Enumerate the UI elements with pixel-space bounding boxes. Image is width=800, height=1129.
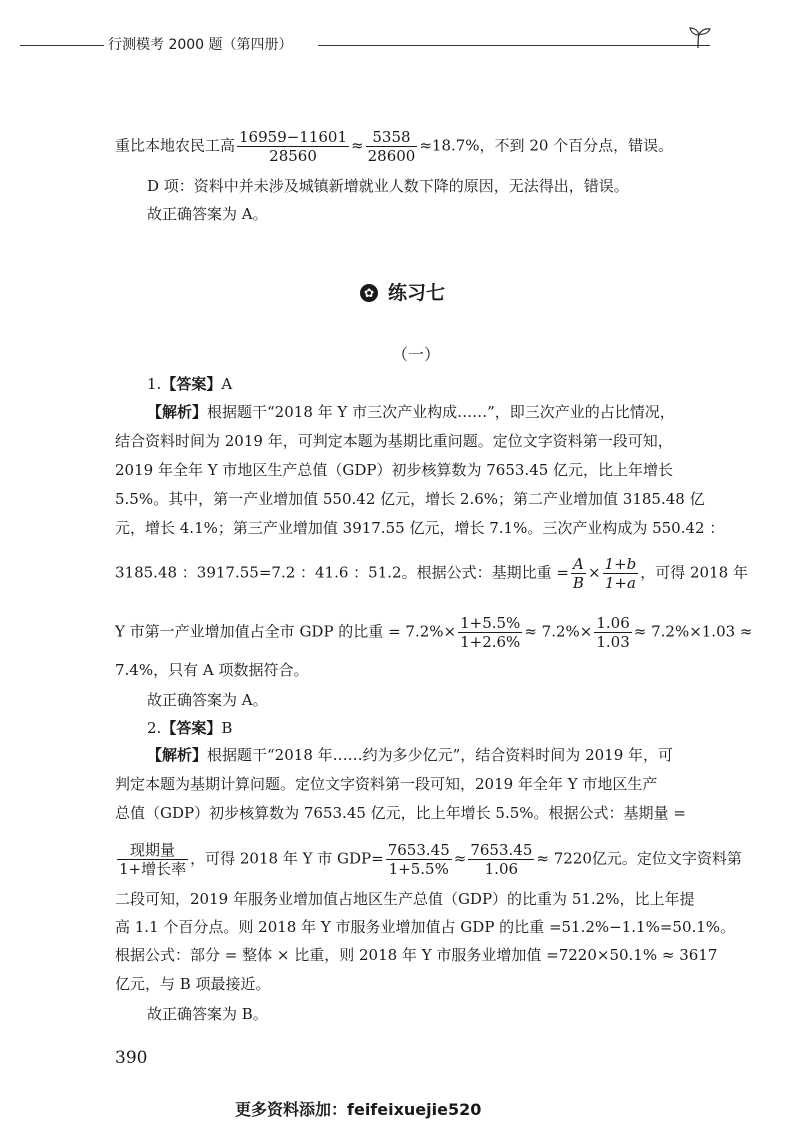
fraction: $\frac{5358}{28600}$ [367, 128, 416, 165]
fraction: $\frac{7653.45}{1+5.5\%}$ [387, 841, 450, 878]
fraction: $\frac{1+5.5\%}{1+2.6\%}$ [460, 614, 521, 651]
section-flower-icon: ✿ [360, 284, 378, 302]
q1-analysis-line-1: 【解析】根据题干“2018 年 Y 市三次产业构成……”，即三次产业的占比情况， [147, 403, 675, 421]
fraction: $\frac{7653.45}{1.06}$ [470, 841, 533, 878]
running-header [20, 34, 710, 54]
top-line-1: 重比本地农民工高 $\frac{16959-11601}{28560}$ ≈ $\frac{5358}{28600}$ ≈18.7%，不到 20 个百分点，错误。 [115, 128, 674, 165]
q1-analysis-line-5: 元，增长 4.1%；第三产业增加值 3917.55 亿元，增长 7.1%。三次产业构成为 550.42 ： [115, 519, 725, 537]
fraction: $\frac{16959-11601}{28560}$ [239, 128, 348, 165]
section-title: ✿ 练习七 [360, 278, 445, 305]
header-rule-left [20, 45, 104, 46]
q1-analysis-line-6: 3185.48 ：3917.55=7.2 ：41.6 ：51.2。根据公式：基期比重 = $\frac{A}{B}$ × $\frac{1+b}{1+a}$ ，可得 2018 年 [115, 555, 748, 592]
q1-analysis-line-3: 2019 年全年 Y 市地区生产总值（GDP）初步核算数为 7653.45 亿元，比上年增长 [115, 461, 674, 479]
header-title: 行测模考 2000 题（第四册） [108, 37, 293, 53]
q1-analysis-line-8: 7.4%，只有 A 项数据符合。 [115, 661, 309, 679]
q2-analysis-line-2: 判定本题为基期计算问题。定位文字资料第一段可知，2019 年全年 Y 市地区生产 [115, 775, 658, 793]
q2-analysis-line-5: 二段可知，2019 年服务业增加值占地区生产总值（GDP）的比重为 51.2%，比上年提 [115, 890, 695, 908]
q1-analysis-line-7: Y 市第一产业增加值占全市 GDP 的比重 = 7.2%× $\frac{1+5.5\%}{1+2.6\%}$ ≈ 7.2%× $\frac{1.06}{1.03}$ ≈ 7.2%×1.03 ≈ [115, 614, 753, 651]
q1-conclusion: 故正确答案为 A。 [147, 691, 268, 709]
q2-analysis-line-1: 【解析】根据题干“2018 年……约为多少亿元”，结合资料时间为 2019 年，可 [147, 746, 674, 764]
q2-analysis-line-3: 总值（GDP）初步核算数为 7653.45 亿元，比上年增长 5.5%。根据公式：基期量 = [115, 804, 686, 822]
section-subtitle: （一） [392, 345, 441, 364]
footer-note: 更多资料添加：feifeixuejie520 [235, 1100, 482, 1119]
q2-analysis-line-4: $\frac{\text{现期量}}{\text{1+增长率}}$ ，可得 2018 年 Y 市 GDP= $\frac{7653.45}{1+5.5\%}$ ≈ $\frac{7653.45}{1.06}$ ≈ 7220亿元。定位文字资料第 [119, 841, 742, 878]
fraction: $\frac{A}{B}$ [572, 555, 584, 592]
q1-answer: 1.【答案】A [147, 375, 233, 393]
q2-analysis-line-8: 亿元，与 B 项最接近。 [115, 975, 271, 993]
q2-conclusion: 故正确答案为 B。 [147, 1005, 268, 1023]
top-line-3: 故正确答案为 A。 [147, 205, 268, 223]
header-rule-right [318, 45, 710, 46]
q2-analysis-line-6: 高 1.1 个百分点。则 2018 年 Y 市服务业增加值占 GDP 的比重 =51.2%−1.1%=50.1%。 [115, 918, 736, 936]
q1-analysis-line-4: 5.5%。其中，第一产业增加值 550.42 亿元，增长 2.6%；第二产业增加值 3185.48 亿 [115, 490, 705, 508]
fraction: $\frac{1.06}{1.03}$ [596, 614, 630, 651]
q2-answer: 2.【答案】B [147, 719, 233, 737]
q2-analysis-line-7: 根据公式：部分 = 整体 × 比重，则 2018 年 Y 市服务业增加值 =7220×50.1% ≈ 3617 [115, 946, 718, 964]
top-line-2: D 项：资料中并未涉及城镇新增就业人数下降的原因，无法得出，错误。 [147, 177, 629, 195]
fraction: $\frac{1+b}{1+a}$ [604, 555, 637, 592]
q1-analysis-line-2: 结合资料时间为 2019 年，可判定本题为基期比重问题。定位文字资料第一段可知， [115, 432, 673, 450]
fraction: $\frac{\text{现期量}}{\text{1+增长率}}$ [119, 841, 187, 878]
page-number: 390 [115, 1048, 148, 1068]
sprout-icon [686, 24, 712, 50]
